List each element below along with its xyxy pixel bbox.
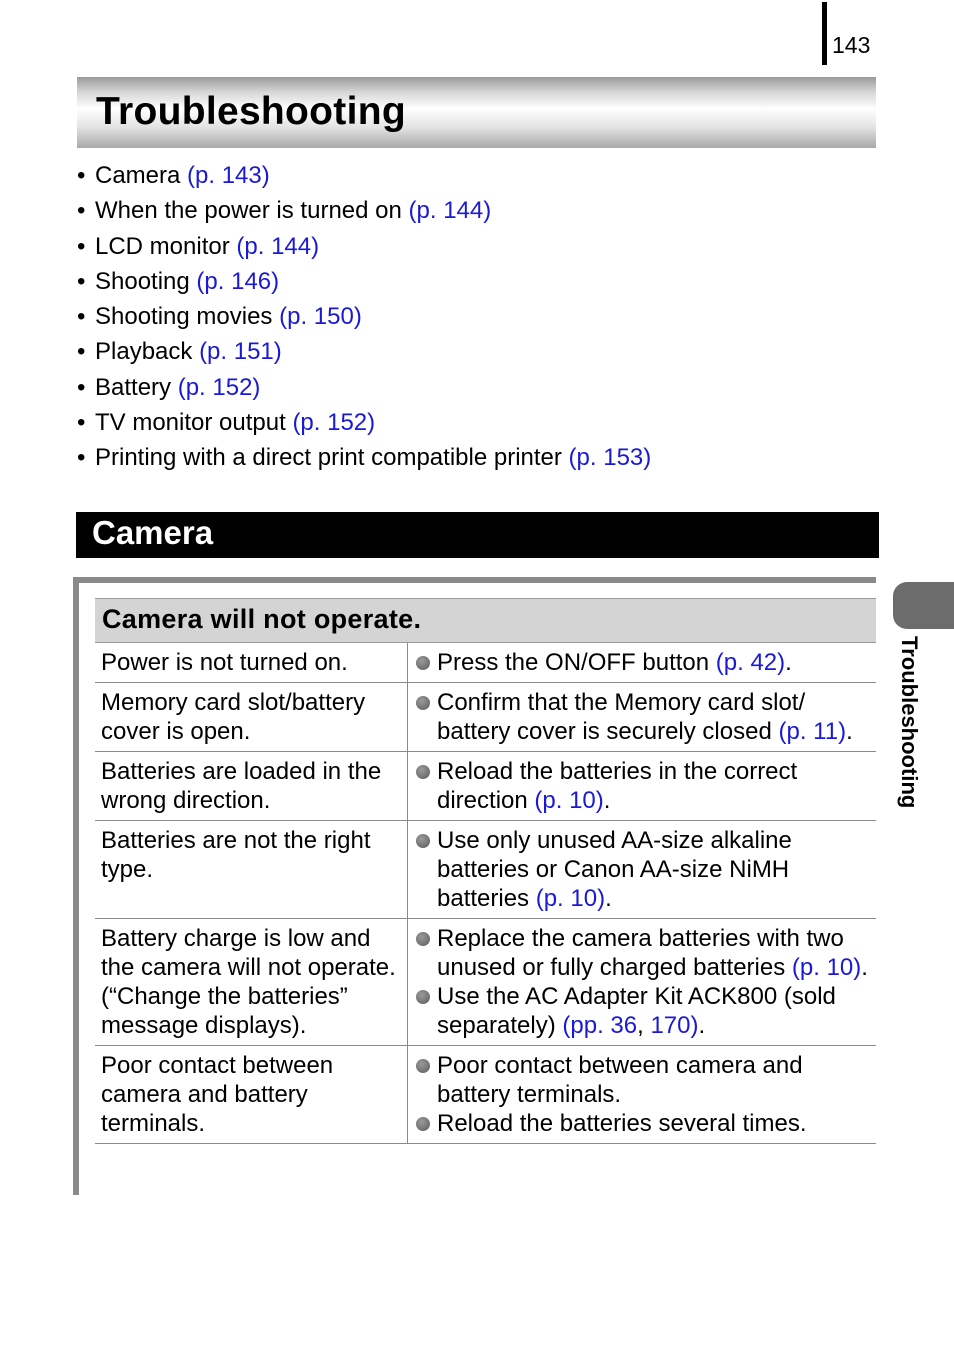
toc-item [77, 193, 651, 228]
toc-item [77, 370, 651, 405]
solution-item [416, 648, 872, 677]
solution-item [416, 1051, 872, 1109]
solution-tail: . [846, 718, 853, 745]
chapter-tab-label: Troubleshooting [897, 636, 922, 809]
page-link[interactable]: (pp. 36 [562, 1012, 638, 1039]
solution-text: Poor contact between camera and battery terminals. [437, 1052, 803, 1108]
table-row [95, 919, 876, 1046]
cause-cell: Memory card slot/battery cover is open. [95, 683, 408, 752]
page-link[interactable]: (p. 10) [791, 954, 862, 981]
bullet-icon: • [77, 267, 86, 295]
bullet-dot-icon [416, 990, 430, 1004]
toc-item [77, 440, 651, 475]
section-header [76, 512, 879, 558]
title-bar [77, 77, 876, 148]
problem-header [95, 598, 876, 643]
solution-item [416, 924, 872, 982]
bullet-icon: • [77, 373, 86, 401]
toc-item-link[interactable]: (p. 152) [177, 373, 261, 401]
toc-item-label: When the power is turned on [95, 197, 402, 225]
toc-item-label: Camera [95, 162, 181, 189]
solution-tail: . [861, 954, 868, 981]
page-title: Troubleshooting [96, 90, 406, 133]
bullet-dot-icon [416, 696, 430, 710]
toc-item [77, 334, 651, 369]
page-link[interactable]: (p. 11) [778, 718, 847, 745]
solution-cell [408, 919, 877, 1046]
cause-cell: Batteries are loaded in the wrong direction. [95, 752, 408, 821]
toc-item-link[interactable]: (p. 153) [568, 444, 652, 472]
solution-cell [408, 821, 877, 919]
page-link[interactable]: (p. 42) [715, 649, 786, 676]
toc-item-label: Battery [95, 373, 172, 401]
bullet-dot-icon [416, 765, 430, 779]
panel-frame-top [73, 577, 876, 583]
page-number: 143 [832, 32, 871, 58]
solution-item [416, 757, 872, 815]
toc-item-label: Shooting movies [95, 303, 273, 331]
toc-item-link[interactable]: (p. 152) [292, 409, 376, 437]
toc-item [77, 299, 651, 334]
toc-item [77, 264, 651, 299]
solution-text: Confirm that the Memory card slot/ battery cover is securely closed [437, 689, 806, 745]
bullet-icon: • [77, 162, 86, 189]
table-row [95, 643, 876, 683]
solution-item [416, 982, 872, 1040]
link-separator: , [637, 1012, 651, 1039]
problem-title: Camera will not operate. [102, 604, 422, 634]
bullet-dot-icon [416, 1059, 430, 1073]
page-link[interactable]: (p. 10) [534, 787, 604, 814]
toc-item-label: Shooting [95, 267, 190, 295]
bullet-icon: • [77, 444, 86, 472]
cause-cell: Battery charge is low and the camera will not operate. (“Change the batteries” message displays). [95, 919, 408, 1046]
solution-tail: . [785, 649, 792, 676]
solution-text: Use only unused AA-size alkaline batteries or Canon AA-size NiMH batteries [437, 827, 792, 912]
troubleshooting-table [95, 643, 876, 1144]
table-row [95, 821, 876, 919]
solution-tail: . [603, 787, 611, 814]
toc-item-link[interactable]: (p. 150) [279, 303, 362, 331]
page-link[interactable]: (p. 10) [535, 885, 606, 912]
solution-cell [408, 643, 877, 683]
solution-text: Reload the batteries several times. [437, 1110, 807, 1137]
bullet-icon: • [77, 303, 86, 331]
toc-item-link[interactable]: (p. 143) [187, 162, 270, 189]
solution-item [416, 1109, 872, 1138]
solution-text: Replace the camera batteries with two unused or fully charged batteries [437, 925, 844, 981]
cause-cell: Poor contact between camera and battery terminals. [95, 1046, 408, 1144]
panel-frame-left [73, 577, 79, 1195]
solution-item [416, 688, 872, 746]
table-row [95, 1046, 876, 1144]
toc-item-label: Printing with a direct print compatible printer [95, 444, 562, 472]
solution-text: Use the AC Adapter Kit ACK800 (sold separately) [437, 983, 836, 1039]
toc-item [77, 229, 651, 264]
bullet-dot-icon [416, 1117, 430, 1131]
table-row [95, 683, 876, 752]
bullet-icon: • [77, 232, 86, 260]
bullet-dot-icon [416, 656, 430, 670]
section-title: Camera [92, 514, 214, 551]
toc-item-link[interactable]: (p. 146) [196, 267, 280, 295]
solution-cell [408, 683, 877, 752]
toc-item-label: Playback [95, 338, 193, 366]
solution-tail: . [698, 1012, 706, 1039]
page-link[interactable]: 170) [650, 1012, 699, 1039]
toc-item [77, 405, 651, 440]
toc-item-link[interactable]: (p. 144) [236, 232, 320, 260]
toc-item [77, 158, 651, 193]
bullet-dot-icon [416, 932, 430, 946]
bullet-dot-icon [416, 834, 430, 848]
chapter-tab[interactable] [893, 582, 954, 629]
cause-cell: Batteries are not the right type. [95, 821, 408, 919]
bullet-icon: • [77, 338, 86, 366]
toc-item-label: TV monitor output [95, 409, 286, 437]
toc-list [77, 158, 651, 476]
solution-tail: . [605, 885, 612, 912]
toc-item-link[interactable]: (p. 151) [199, 338, 282, 366]
cause-cell: Power is not turned on. [95, 643, 408, 683]
toc-item-label: LCD monitor [95, 232, 230, 260]
solution-cell [408, 752, 877, 821]
page-number-bar [822, 2, 827, 65]
bullet-icon: • [77, 197, 86, 225]
solution-cell [408, 1046, 877, 1144]
solution-text: Reload the batteries in the correct direction [437, 758, 798, 814]
solution-item [416, 826, 872, 913]
solution-text: Press the ON/OFF button [437, 649, 716, 676]
bullet-icon: • [77, 409, 86, 437]
toc-item-link[interactable]: (p. 144) [408, 197, 492, 225]
table-row [95, 752, 876, 821]
